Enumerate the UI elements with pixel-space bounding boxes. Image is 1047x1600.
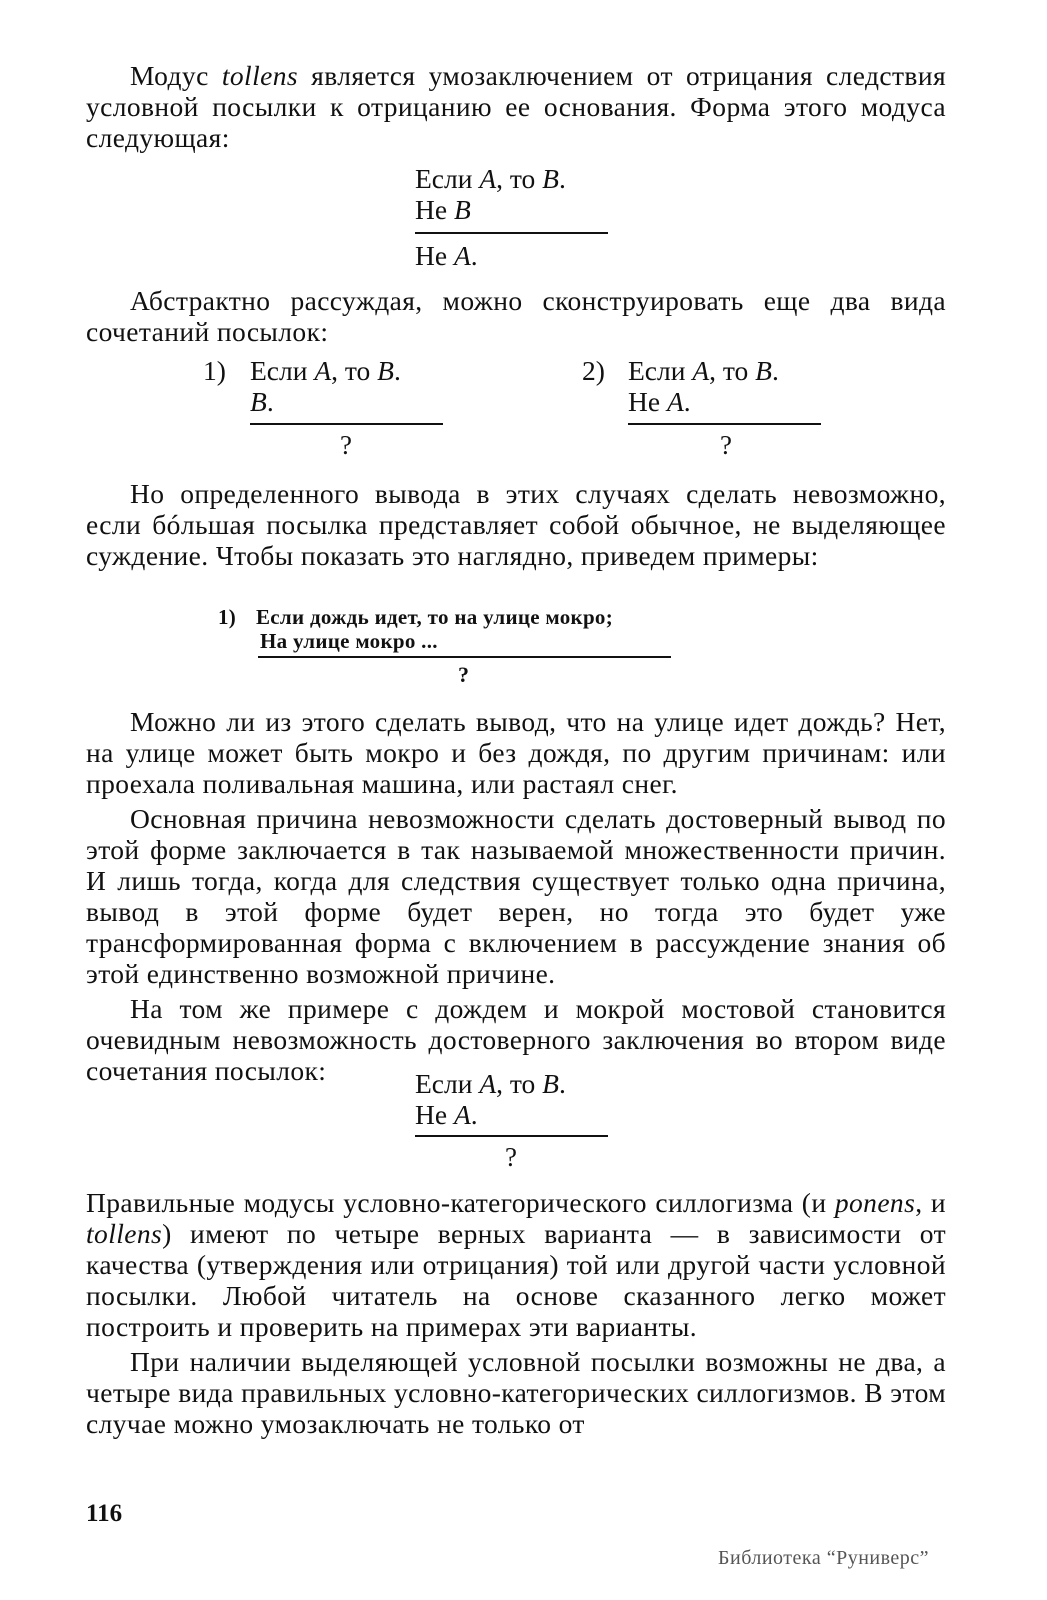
paragraph-impossible [86,478,946,571]
variant-2-premise-2 [628,386,691,417]
italic-text: A [666,386,684,417]
text-run: Можно ли из этого сделать вывод, что на улице идет дождь? Нет, на улице может быть мокро и без дождя, по другим причинам: или проехала поливальная машина, или растаял снег. [86,706,946,799]
example-premise-2: На улице мокро ... [260,629,438,653]
text-run: Но определенного вывода в этих случаях сделать невозможно, если бóльшая посылка представляет собой обычное, не выделяющее суждение. Чтобы показать это наглядно, приведем примеры: [86,478,946,571]
example-question: ? [458,662,469,687]
text-run: . [470,240,478,271]
paragraph-correct-modi [86,1187,946,1342]
italic-text: A [692,355,710,386]
text-run: , то [496,163,543,194]
paragraph-abstract-block [86,285,946,347]
page-body [86,60,946,153]
text-run: . [266,386,274,417]
formula-second-premise-2 [415,1099,478,1130]
text-run: , и [915,1187,947,1218]
variant-1-number: 1) [203,355,226,386]
text-run: . [558,1068,566,1099]
variant-2-question: ? [720,430,732,460]
italic-text: B [542,163,559,194]
italic-text: B [542,1068,559,1099]
variant-1-divider [250,423,443,425]
variant-2-premise-1 [628,355,779,386]
text-run: Не [415,1099,454,1130]
italic-text: tollens [221,60,298,91]
text-run: Если [415,163,480,194]
text-run: Абстрактно рассуждая, можно сконструировать еще два вида сочетаний посылок: [86,285,946,347]
example-number: 1) [218,605,237,629]
formula-tollens-premise-2 [415,194,471,225]
formula-divider-line [415,232,608,234]
variant-2-number: 2) [582,355,605,386]
text-run: . [558,163,566,194]
text-run: . [470,1099,478,1130]
text-run: . [771,355,779,386]
text-run: Не [628,386,667,417]
paragraph-distinguishing [86,1346,946,1439]
italic-text: A [453,240,471,271]
paragraph-abstract [86,285,946,347]
italic-text: A [314,355,332,386]
text-run: является умозаключением от отрицания следствия условной посылки к отрицанию ее основания. Форма этого модуса следующая: [86,60,946,153]
italic-text: B [453,194,471,225]
text-run: На том же примере с дождем и мокрой мостовой становится очевидным невозможность достоверного заключения во втором виде сочетания посылок: [86,993,946,1086]
variant-1-question: ? [340,430,352,460]
text-run: Правильные модусы условно-категорического силлогизма (и [86,1187,835,1218]
paragraph-main-reason [86,803,946,989]
formula-tollens-premise-1 [415,163,566,194]
text-run: . [393,355,401,386]
text-run: Не [415,240,454,271]
paragraphs-middle-block [86,706,946,1086]
paragraph-modus-tollens [86,60,946,153]
text-run: Если [628,355,693,386]
italic-text: A [453,1099,471,1130]
formula-second-premise-1 [415,1068,566,1099]
text-run: Не [415,194,454,225]
example-divider [258,656,671,658]
italic-text: B [755,355,772,386]
italic-text: A [479,163,497,194]
variant-1-premise-1 [250,355,401,386]
variant-1-premise-2 [250,386,274,417]
formula-second-divider [415,1135,608,1137]
page-number: 116 [86,1500,123,1527]
formula-tollens-conclusion [415,240,478,271]
variant-2-divider [628,423,821,425]
text-run: Основная причина невозможности сделать достоверный вывод по этой форме заключается в так называемой множественности причин. И лишь тогда, когда для следствия существует только одна причина, вывод в этой форме будет верен, но тогда это будет уже трансформированная форма с включением в рассуждение знания об этой единственно возможной причине. [86,803,946,989]
text-run: , то [331,355,378,386]
text-run: При наличии выделяющей условной посылки возможны не два, а четыре вида правильных условно-категорических силлогизмов. В этом случае можно умозаключать не только от [86,1346,946,1439]
text-run: , то [496,1068,543,1099]
italic-text: tollens [86,1218,163,1249]
italic-text: B [250,386,267,417]
formula-second-question: ? [505,1142,517,1172]
paragraphs-bottom-block [86,1187,946,1439]
paragraph-impossible-block [86,478,946,571]
text-run: , то [709,355,756,386]
italic-text: ponens [834,1187,916,1218]
text-run: Если [250,355,315,386]
library-watermark: Библиотека “Руниверс” [718,1547,930,1569]
italic-text: B [377,355,394,386]
example-premise-1: Если дождь идет, то на улице мокро; [256,605,614,629]
text-run: ) имеют по четыре верных варианта — в зависимости от качества (утверждения или отрицания) той или другой части условной посылки. Любой читатель на основе сказанного легко может построить и проверить на примерах эти варианты. [86,1218,946,1342]
text-run: Модус [130,60,222,91]
text-run: Если [415,1068,480,1099]
italic-text: A [479,1068,497,1099]
text-run: . [683,386,691,417]
paragraph-rain-question [86,706,946,799]
